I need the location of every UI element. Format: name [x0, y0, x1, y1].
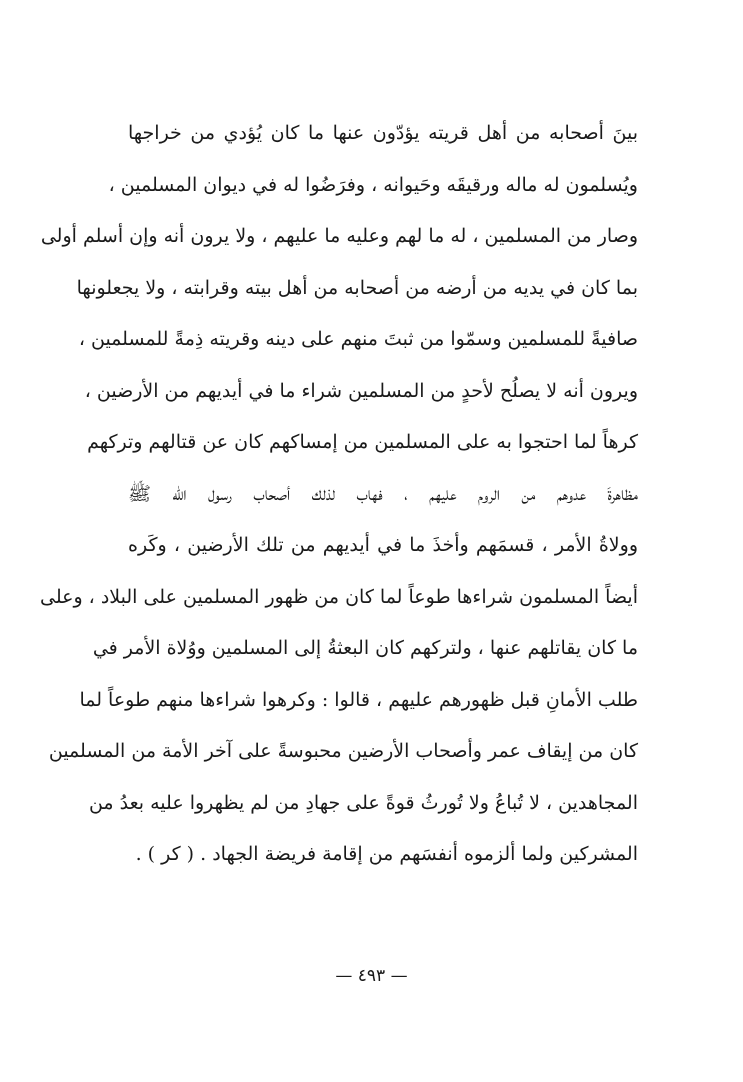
- body-text: [39, 108, 638, 881]
- text-line-4: بما كان في يديه من أرضه من أصحابه من أهل بيته وقرابته ، ولا يجعلونها: [76, 276, 638, 299]
- text-line-13: كان من إيقاف عمر وأصحاب الأرضين محبوسةً على آخر الأمة من المسلمين: [48, 740, 638, 762]
- text-line-9: وولاةُ الأمر ، قسمَهم وأخذَ ما في أيديهم من تلك الأرضين ، وكَره: [128, 534, 638, 556]
- text-line-6: ويرون أنه لا يصلُح لأحدٍ من المسلمين شراء ما في أيديهم من الأرضين ،: [84, 379, 638, 402]
- text-line-15: المشركين ولما ألزموه أنفسَهم من إقامة فريضة الجهاد . ( كر ) .: [135, 843, 638, 865]
- text-line-10: أيضاً المسلمون شراءها طوعاً لما كان من ظهور المسلمين على البلاد ، وعلى: [39, 585, 638, 608]
- text-line-12: طلب الأمانِ قبل ظهورهم عليهم ، قالوا : وكرهوا شراءها منهم طوعاً لما: [79, 688, 638, 711]
- text-line-1: بينَ أصحابه من أهل قريته يؤدّون عنها ما كان يُؤدي من خراجها: [128, 122, 638, 144]
- text-line-8: مظاهرةَ عدوهم من الروم عليهم ، فهاب لذلك أصحاب رسول الله ﷺ: [128, 482, 638, 505]
- text-line-14: المجاهدين ، لا تُباعُ ولا تُورثُ قوةً على جهادِ من لم يظهروا عليه بعدُ من: [88, 791, 638, 814]
- text-line-11: ما كان يقاتلهم عنها ، ولتركهم كان البعثةُ إلى المسلمين ووُلاة الأمر في: [92, 637, 638, 659]
- text-line-2: ويُسلمون له ماله ورقيقَه وحَيوانه ، وفرَضُوا له في ديوان المسلمين ،: [108, 173, 638, 196]
- text-line-3: وصار من المسلمين ، له ما لهم وعليه ما عليهم ، ولا يرون أنه وإن أسلم أولى: [40, 225, 638, 247]
- page-number: — ٤٩٣ —: [335, 966, 408, 986]
- text-line-5: صافيةً للمسلمين وسمّوا من ثبتَ منهم على دينه وقريته ذِمةً للمسلمين ،: [78, 328, 638, 350]
- text-line-7: كرهاً لما احتجوا به على المسلمين من إمساكهم كان عن قتالهم وتركهم: [87, 431, 638, 453]
